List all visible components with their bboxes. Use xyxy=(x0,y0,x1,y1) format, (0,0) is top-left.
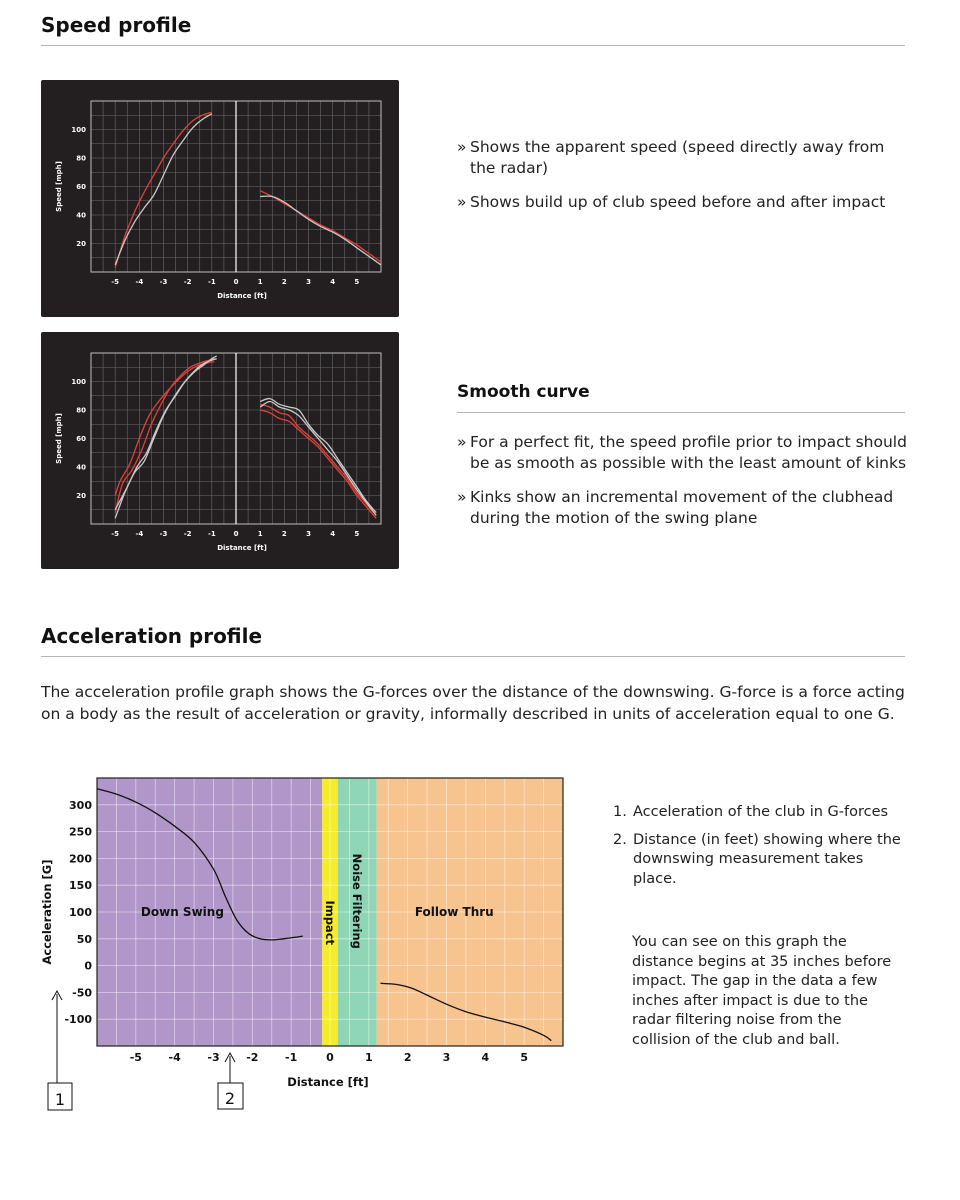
accel-x-tick: -3 xyxy=(207,1051,220,1064)
speed-chart-1-y-tick: 60 xyxy=(76,183,86,191)
callout-2-number: 2 xyxy=(224,1089,236,1108)
region-label-follow-thru: Follow Thru xyxy=(414,905,494,919)
speed-chart-2-y-tick: 80 xyxy=(76,406,86,415)
speed-chart-2-x-tick: 2 xyxy=(281,530,287,538)
accel-x-tick: 1 xyxy=(365,1051,373,1064)
speed-chart-1-svg xyxy=(41,80,399,317)
accel-y-tick: 150 xyxy=(69,879,92,893)
accel-x-tick: -1 xyxy=(285,1051,298,1064)
region-label-down-swing: Down Swing xyxy=(140,905,224,919)
smooth-bullets xyxy=(457,432,907,542)
accel-x-label: Distance [ft] xyxy=(287,1075,369,1089)
speed-chart-1-y-tick: 40 xyxy=(76,211,86,220)
speed-chart-2-y-tick: 40 xyxy=(76,463,86,472)
accel-x-tick: 2 xyxy=(403,1051,412,1064)
acceleration-note: You can see on this graph the distance begins at 35 inches before impact. The gap in the data a few inches after impact is due to the radar filtering noise from the collision of the club and ball. xyxy=(632,934,892,1048)
speed-chart-2-y-tick: 20 xyxy=(76,492,86,500)
speed-chart-1-x-tick: -3 xyxy=(159,278,168,286)
speed-chart-2-x-tick: 1 xyxy=(257,530,263,538)
speed-chart-1-x-tick: 0 xyxy=(233,278,239,286)
speed-chart-1 xyxy=(41,80,399,317)
speed-chart-1-x-tick: 3 xyxy=(306,278,311,286)
speed-chart-2-y-tick: 100 xyxy=(71,378,86,386)
accel-y-tick: 300 xyxy=(69,798,92,812)
accel-y-tick: 0 xyxy=(84,959,92,973)
speed-chart-1-y-tick: 100 xyxy=(71,126,86,134)
callout-1-number: 1 xyxy=(54,1090,66,1109)
speed-chart-1-y-tick: 20 xyxy=(76,240,86,248)
acceleration-paragraph: The acceleration profile graph shows the G-forces over the distance of the downswing. G-force is a force acting on a body as the result of acceleration or gravity, informally described in units of acceleration equal to one G. xyxy=(41,683,905,723)
accel-x-tick: 0 xyxy=(326,1051,334,1064)
speed-chart-1-y-label: Speed [mph] xyxy=(55,161,63,212)
accel-y-tick: 100 xyxy=(69,906,92,919)
speed-chart-2-x-tick: -5 xyxy=(111,530,120,538)
speed-chart-1-x-tick: -5 xyxy=(111,278,120,286)
acceleration-list xyxy=(613,803,903,897)
acceleration-chart xyxy=(30,770,590,1120)
accel-y-tick: -50 xyxy=(72,986,92,1000)
acceleration-list-item-1: 1. Acceleration of the club in G-forces xyxy=(613,804,889,820)
speed-chart-2-x-tick: -3 xyxy=(159,530,168,538)
acceleration-list-item-2: 2. Distance (in feet) showing where the downswing measurement takes place. xyxy=(613,831,901,887)
speed-chart-2-y-tick: 60 xyxy=(76,435,86,443)
accel-x-tick: -5 xyxy=(129,1051,142,1064)
speed-chart-2-x-label: Distance [ft] xyxy=(217,544,267,552)
speed-chart-1-x-tick: -1 xyxy=(207,278,216,286)
speed-chart-2-x-tick: 3 xyxy=(306,530,311,538)
speed-bullet-1: » Shows the apparent speed (speed directly away from the radar) xyxy=(457,138,885,177)
smooth-curve-title: Smooth curve xyxy=(457,382,590,402)
accel-y-tick: 250 xyxy=(69,825,92,839)
speed-chart-1-x-tick: 2 xyxy=(281,278,287,286)
speed-chart-1-x-tick: 5 xyxy=(354,278,360,286)
speed-profile-rule xyxy=(41,45,905,46)
speed-chart-2-x-tick: -4 xyxy=(135,530,144,538)
speed-chart-1-x-tick: 1 xyxy=(257,278,263,286)
accel-y-label: Acceleration [G] xyxy=(40,859,54,965)
speed-chart-1-x-tick: 4 xyxy=(330,278,336,286)
region-label-noise-filtering: Noise Filtering xyxy=(350,853,365,949)
accel-x-tick: -2 xyxy=(246,1051,259,1064)
speed-chart-2-x-tick: 0 xyxy=(233,530,239,538)
speed-chart-2-series-red-4 xyxy=(260,410,376,518)
speed-chart-1-x-label: Distance [ft] xyxy=(217,292,267,300)
acceleration-profile-title: Acceleration profile xyxy=(41,624,263,648)
smooth-curve-rule xyxy=(457,412,905,413)
speed-bullet-2: » Shows build up of club speed before and after impact xyxy=(457,193,886,211)
speed-chart-2-svg xyxy=(41,332,399,569)
speed-profile-title: Speed profile xyxy=(41,13,192,37)
speed-chart-2 xyxy=(41,332,399,569)
accel-y-tick: 50 xyxy=(76,932,92,946)
smooth-bullet-2: » Kinks show an incremental movement of the clubhead during the motion of the swing plane xyxy=(457,488,894,527)
acceleration-profile-rule xyxy=(41,656,905,657)
speed-chart-2-x-tick: 5 xyxy=(354,530,360,538)
accel-y-tick: 200 xyxy=(69,852,92,866)
accel-x-tick: 4 xyxy=(481,1051,490,1064)
speed-chart-2-y-label: Speed [mph] xyxy=(55,413,63,464)
smooth-bullet-1: » For a perfect fit, the speed profile prior to impact should be as smooth as possible with the least amount of kinks xyxy=(457,433,907,472)
accel-x-tick: 5 xyxy=(520,1051,528,1064)
region-label-impact: Impact xyxy=(323,900,337,946)
accel-y-tick: -100 xyxy=(64,1013,92,1027)
accel-x-tick: -4 xyxy=(168,1051,181,1064)
speed-chart-1-x-tick: -4 xyxy=(135,278,144,286)
speed-chart-2-x-tick: 4 xyxy=(330,530,336,538)
speed-chart-2-x-tick: -1 xyxy=(207,530,216,538)
speed-chart-2-x-tick: -2 xyxy=(183,530,192,538)
speed-chart-2-series-gray-3 xyxy=(115,356,217,510)
speed-bullets xyxy=(457,137,907,226)
accel-x-tick: 3 xyxy=(442,1051,451,1064)
speed-chart-1-y-tick: 80 xyxy=(76,154,86,163)
speed-chart-1-x-tick: -2 xyxy=(183,278,192,286)
